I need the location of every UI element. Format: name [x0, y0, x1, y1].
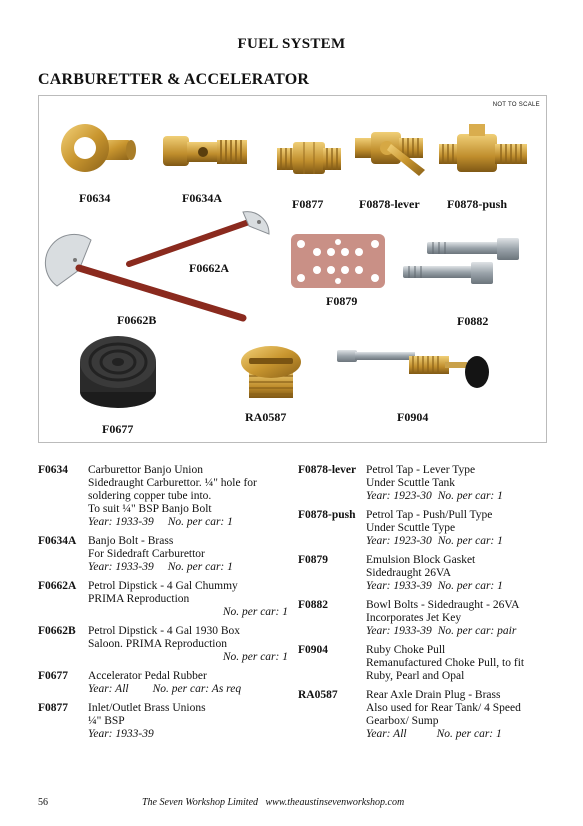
part-year: Year: 1933-39	[88, 516, 154, 528]
part-description: For Sidedraft Carburettor	[88, 548, 205, 560]
part-description: Remanufactured Choke Pull, to fit	[366, 657, 525, 669]
part-code: F0634	[38, 464, 69, 476]
part-description: Ruby Choke Pull	[366, 644, 446, 656]
part-code: F0662B	[38, 625, 76, 637]
parts-list-left	[38, 464, 294, 747]
part-description: Bowl Bolts - Sidedraught - 26VA	[366, 599, 520, 611]
part-label: F0634	[79, 191, 111, 205]
push-pull-petrol-tap-image	[439, 124, 529, 182]
part-code: F0879	[298, 554, 329, 566]
part-quantity: No. per car: pair	[437, 625, 517, 637]
part-quantity: No. per car: 1	[437, 580, 503, 592]
part-year: Year: 1933-39	[366, 580, 432, 592]
accelerator-pedal-rubber-image	[75, 332, 161, 412]
part-label: F0882	[457, 314, 489, 328]
part-code: F0662A	[38, 580, 77, 592]
part-description: Under Scuttle Tank	[366, 477, 456, 489]
bowl-bolts-image	[399, 236, 523, 302]
part-year: Year: 1923-30	[366, 535, 432, 547]
part-description: Under Scuttle Type	[366, 522, 456, 534]
lever-petrol-tap-image	[355, 124, 435, 184]
part-description: Petrol Tap - Lever Type	[366, 464, 476, 476]
part-quantity: No. per car: 1	[222, 651, 288, 663]
part-code: F0904	[298, 644, 329, 656]
part-label: F0904	[397, 410, 429, 424]
part-quantity: No. per car: 1	[222, 606, 288, 618]
part-entry	[298, 554, 548, 593]
part-description: Rear Axle Drain Plug - Brass	[366, 689, 501, 701]
part-entry	[38, 702, 294, 741]
rear-axle-drain-plug-image	[239, 340, 303, 402]
part-code: F0877	[38, 702, 69, 714]
part-label: F0878-lever	[359, 197, 420, 211]
banjo-union-image	[57, 118, 137, 178]
part-description: Ruby, Pearl and Opal	[366, 670, 465, 682]
part-code: F0878-push	[298, 509, 356, 521]
part-label: F0662B	[117, 313, 157, 327]
subsection-title: CARBURETTER & ACCELERATOR	[38, 71, 310, 88]
part-description: Emulsion Block Gasket	[366, 554, 476, 566]
scale-note: NOT TO SCALE	[492, 102, 540, 108]
part-description: Petrol Dipstick - 4 Gal Chummy	[88, 580, 238, 592]
part-code: F0677	[38, 670, 69, 682]
part-description: To suit ¼" BSP Banjo Bolt	[88, 503, 212, 515]
part-code: RA0587	[298, 689, 338, 701]
part-year: Year: 1933-39	[88, 728, 154, 740]
part-label: F0662A	[189, 261, 229, 275]
part-quantity: No. per car: 1	[437, 535, 503, 547]
part-label: RA0587	[245, 410, 287, 424]
choke-pull-image	[335, 342, 495, 394]
part-description: PRIMA Reproduction	[88, 593, 190, 605]
part-code: F0634A	[38, 535, 77, 547]
part-entry	[298, 464, 548, 503]
part-description: Carburettor Banjo Union	[88, 464, 203, 476]
part-entry	[298, 644, 548, 683]
part-entry	[298, 689, 548, 741]
part-entry	[38, 625, 294, 664]
part-label: F0677	[102, 422, 134, 436]
part-label: F0877	[292, 197, 324, 211]
part-description: ¼" BSP	[88, 715, 125, 727]
part-code: F0882	[298, 599, 329, 611]
part-year: Year: 1923-30	[366, 490, 432, 502]
website-link[interactable]: www.theaustinsevenworkshop.com	[265, 797, 405, 808]
part-description: Also used for Rear Tank/ 4 Speed	[366, 702, 521, 714]
part-label: F0878-push	[447, 197, 508, 211]
part-quantity: No. per car: As req	[152, 683, 242, 695]
emulsion-block-gasket-image	[291, 234, 387, 290]
parts-illustration	[38, 95, 547, 443]
part-description: Gearbox/ Sump	[366, 715, 439, 727]
part-label: F0634A	[182, 191, 222, 205]
part-description: Saloon. PRIMA Reproduction	[88, 638, 227, 650]
page-number: 56	[38, 797, 48, 808]
part-description: Sidedraught Carburettor. ¼" hole for	[88, 477, 257, 489]
part-entry	[38, 464, 294, 529]
part-year: Year: 1933-39	[88, 561, 154, 573]
part-description: Incorporates Jet Key	[366, 612, 462, 624]
part-description: Petrol Dipstick - 4 Gal 1930 Box	[88, 625, 241, 637]
part-year: Year: 1933-39	[366, 625, 432, 637]
part-code: F0878-lever	[298, 464, 357, 476]
part-description: soldering copper tube into.	[88, 490, 212, 502]
part-year: Year: All	[366, 728, 407, 740]
section-title: FUEL SYSTEM	[237, 36, 346, 52]
brass-union-image	[277, 138, 343, 178]
part-year: Year: All	[88, 683, 129, 695]
part-entry	[38, 670, 294, 696]
part-description: Sidedraught 26VA	[366, 567, 452, 579]
part-quantity: No. per car: 1	[436, 728, 502, 740]
part-quantity: No. per car: 1	[167, 561, 233, 573]
part-entry	[298, 599, 548, 638]
part-label: F0879	[326, 294, 358, 308]
company-name: The Seven Workshop Limited	[142, 797, 259, 808]
part-quantity: No. per car: 1	[437, 490, 503, 502]
part-entry	[298, 509, 548, 548]
part-quantity: No. per car: 1	[167, 516, 233, 528]
part-description: Banjo Bolt - Brass	[88, 535, 174, 547]
part-description: Petrol Tap - Push/Pull Type	[366, 509, 493, 521]
parts-list-right	[298, 464, 548, 747]
part-description: Accelerator Pedal Rubber	[88, 670, 207, 682]
part-entry	[38, 580, 294, 619]
part-description: Inlet/Outlet Brass Unions	[88, 702, 206, 714]
part-entry	[38, 535, 294, 574]
banjo-bolt-image	[163, 130, 249, 174]
